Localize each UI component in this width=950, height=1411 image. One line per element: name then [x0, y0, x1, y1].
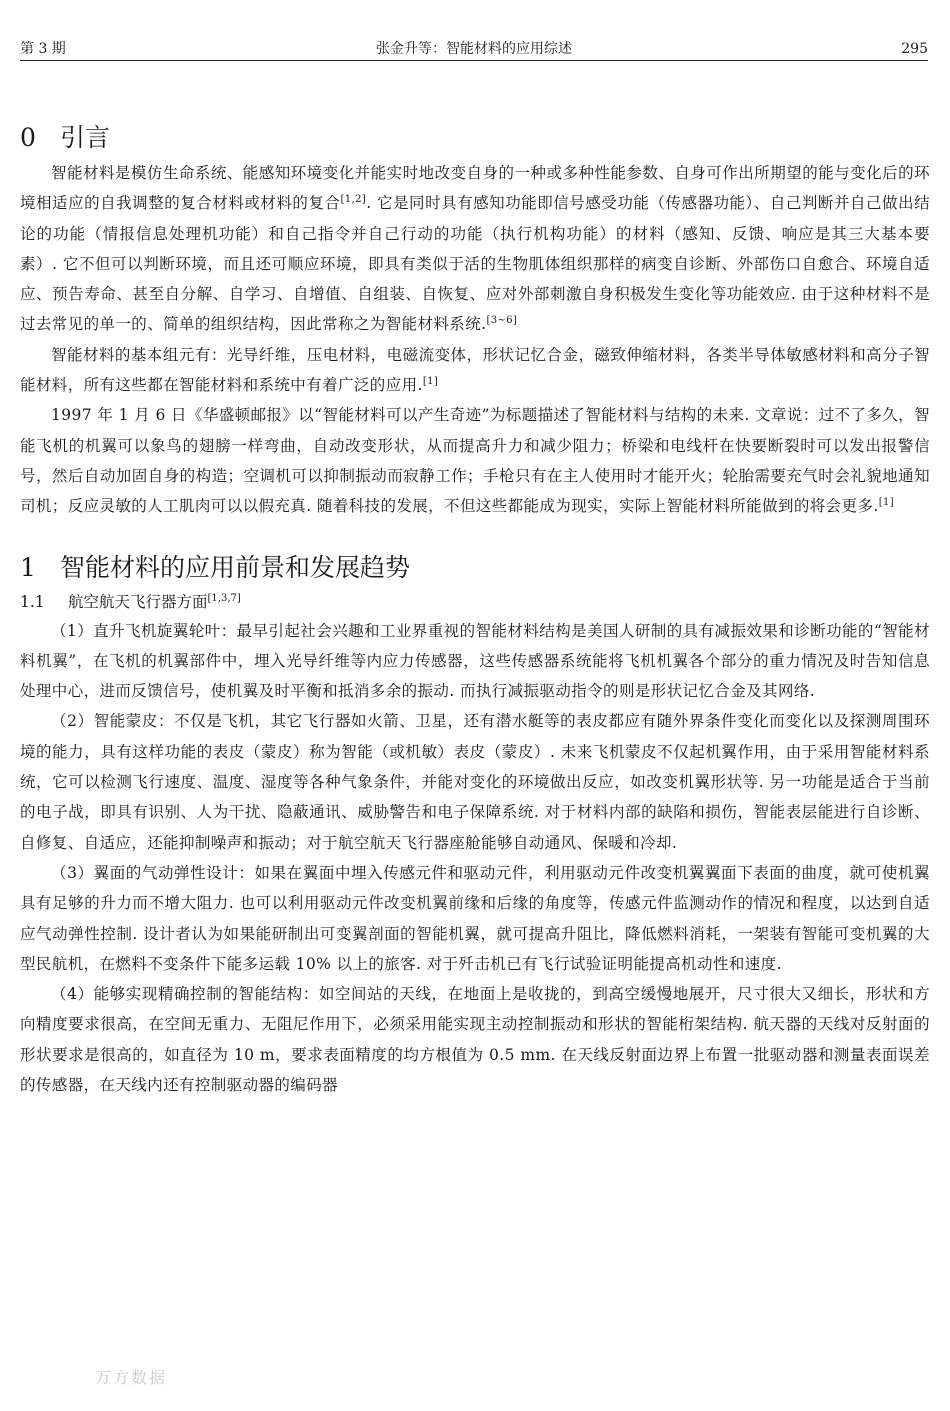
citation: [1,2]: [340, 194, 367, 206]
paragraph-text: 1997 年 1 月 6 日《华盛顿邮报》以“智能材料可以产生奇迹”为标题描述了智能材料与结构的未来. 文章说：过不了多久，智能飞机的机翼可以象鸟的翅膀一样弯曲，自动改变形状，从而提高升力和减少阻力；桥梁和电线杆在快要断裂时可以发出报警信号，然后自动加固自身的构造；空调机可以抑制振动而寂静工作；手枪只有在主人使用时才能开火；轮胎需要充气时会礼貌地通知司机；反应灵敏的人工肌肉可以以假充真. 随着科技的发展，不但这些都能成为现实，实际上智能材料所能做到的将会更多.: [20, 406, 930, 516]
citation: [1,3,7]: [207, 592, 241, 604]
watermark: 万方数据: [95, 1368, 168, 1387]
subsection-number: 1.1: [20, 592, 45, 611]
running-title: 张金升等：智能材料的应用综述: [376, 41, 572, 57]
page-number: 295: [901, 41, 928, 57]
section-number: 0: [20, 123, 36, 152]
section-title: 智能材料的应用前景和发展趋势: [60, 552, 411, 582]
paragraph-text: 智能材料的基本组元有：光导纤维，压电材料，电磁流变体，形状记忆合金，磁致伸缩材料，各类半导体敏感材料和高分子智能材料，所有这些都在智能材料和系统中有着广泛的应用.: [20, 345, 930, 395]
running-header: [20, 38, 928, 61]
paragraph: （4）能够实现精确控制的智能结构：如空间站的天线，在地面上是收拢的，到高空缓慢地展开，尺寸很大又细长，形状和方向精度要求很高，在空间无重力、无阻尼作用下，必须采用能实现主动控制振动和形状的智能桁架结构. 航天器的天线对反射面的形状要求是很高的，如直径为 10 m，要求表面精度的均方根值为 0.5 mm. 在天线反射面边界上布置一批驱动器和测量表面误差的传感器，在天线内还有控制驱动器的编码器: [20, 985, 930, 1095]
section-heading-intro: [20, 118, 930, 158]
section-title: 引言: [60, 123, 111, 152]
citation: [1]: [422, 376, 439, 388]
subsection-heading: [20, 588, 930, 616]
article-body: [20, 118, 930, 1100]
issue-number: 第 3 期: [20, 41, 66, 57]
paragraph: （2）智能蒙皮：不仅是飞机，其它飞行器如火箭、卫星，还有潜水艇等的表皮都应有随外界条件变化而变化以及探测周围环境的能力，具有这样功能的表皮（蒙皮）称为智能（或机敏）表皮（蒙皮）. 未来飞机蒙皮不仅起机翼作用，由于采用智能材料系统，它可以检测飞行速度、温度、湿度等各种气象条件，并能对变化的环境做出反应，如改变机翼形状等. 另一功能是适合于当前的电子战，即具有识别、人为干扰、隐蔽通讯、威胁警告和电子保障系统. 对于材料内部的缺陷和损伤，智能表层能进行自诊断、自修复、自适应，还能抑制噪声和振动；对于航空航天飞行器座舱能够自动通风、保暖和冷却.: [20, 712, 930, 852]
citation: [3~6]: [486, 315, 518, 327]
paragraph: （1）直升飞机旋翼轮叶：最早引起社会兴趣和工业界重视的智能材料结构是美国人研制的具有减振效果和诊断功能的“智能材料机翼”，在飞机的机翼部件中，埋入光导纤维等内应力传感器，这些传感器系统能将飞机机翼各个部分的重力情况及时告知信息处理中心，进而反馈信号，使机翼及时平衡和抵消多余的振动. 而执行减振驱动指令的则是形状记忆合金及其网络.: [20, 621, 930, 701]
section-heading-applications: [20, 548, 930, 588]
paragraph-text: 智能材料是模仿生命系统、能感知环境变化并能实时地改变自身的一种或多种性能参数、自身可作出所期望的能与变化后的环境相适应的自我调整的复合材料或材料的复合: [20, 164, 930, 213]
paragraph-text: . 它是同时具有感知功能即信号感受功能（传感器功能）、自己判断并自己做出结论的功能（情报信息处理机功能）和自己指令并自己行动的功能（执行机构功能）的材料（感知、反馈、响应是其三大基本要素）. 它不但可以判断环境，而且还可顺应环境，即具有类似于活的生物肌体组织那样的病变自诊断、外部伤口自愈合、环境自适应、预告寿命、甚至自分解、自学习、自增值、自组装、自恢复、应对外部刺激自身积极发生变化等功能效应. 由于这种材料不是过去常见的单一的、简单的组织结构，因此常称之为智能材料系统.: [20, 194, 930, 334]
subsection-title: 航空航天飞行器方面: [68, 592, 208, 611]
citation: [1]: [878, 497, 895, 509]
paragraph: （3）翼面的气动弹性设计：如果在翼面中埋入传感元件和驱动元件，利用驱动元件改变机翼翼面下表面的曲度，就可使机翼具有足够的升力而不增大阻力. 也可以利用驱动元件改变机翼前缘和后缘的角度等，传感元件监测动作的情况和程度，以达到自适应气动弹性控制. 设计者认为如果能研制出可变翼剖面的智能机翼，就可提高升阻比，降低燃料消耗，一架装有智能可变机翼的大型民航机，在燃料不变条件下能多运载 10% 以上的旅客. 对于歼击机已有飞行试验证明能提高机动性和速度.: [20, 863, 930, 973]
section-number: 1: [20, 552, 36, 582]
paragraph: [20, 400, 930, 521]
paragraph: [20, 158, 930, 340]
paragraph: [20, 340, 930, 401]
